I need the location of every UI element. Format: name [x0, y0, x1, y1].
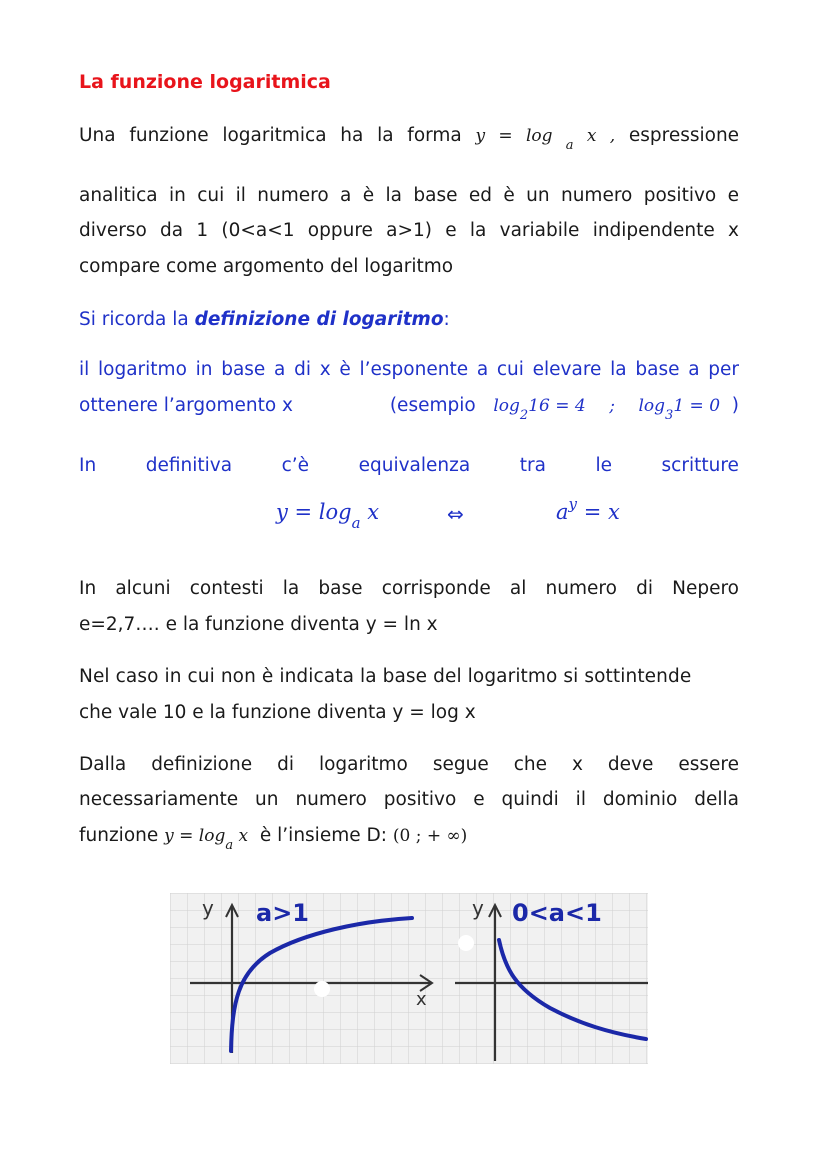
equivalence-arrow: ⇔: [447, 502, 464, 526]
graph-svg: [170, 893, 648, 1064]
nepero-line1: In alcuni contesti la base corrisponde al numero di Nepero: [79, 578, 739, 599]
intro-comma: ,: [609, 126, 616, 146]
domain-line3: funzione $y = \log_a x$ è l’insieme D: (0 ; + ∞): [79, 825, 468, 853]
para1-line1: analitica in cui il numero a è la base ed è un numero positivo e: [79, 185, 739, 206]
x-label: x: [416, 989, 427, 1010]
equivalence-right: $a^y = x$: [556, 495, 620, 524]
intro-formula: y = log $_a$ x: [475, 126, 597, 153]
nepero-line2: e=2,7…. e la funzione diventa y = ln x: [79, 614, 438, 635]
recall-colon: :: [443, 309, 450, 330]
para1-line3: compare come argomento del logaritmo: [79, 256, 454, 277]
domain-line2: necessariamente un numero positivo e quindi il dominio della: [79, 789, 739, 810]
word: le: [595, 455, 612, 476]
y-label-left: y: [202, 896, 214, 920]
word: scritture: [661, 455, 739, 476]
definitiva-line: [79, 455, 739, 476]
recall-bold: definizione di logaritmo: [194, 309, 444, 330]
definition-line2: [79, 388, 739, 425]
base10-line1: Nel caso in cui non è indicata la base del logaritmo si sottintende: [79, 666, 692, 687]
recall-text: Si ricorda la: [79, 309, 195, 330]
word: equivalenza: [358, 455, 471, 476]
label-a-greater-1: a>1: [256, 899, 310, 927]
word: definitiva: [145, 455, 233, 476]
word: tra: [519, 455, 546, 476]
intro-text: Una funzione logaritmica ha la forma: [79, 125, 462, 146]
definition-example: (esempio $\log_216 = 4$ ; $\log_31 = 0$ ): [389, 395, 739, 423]
equivalence-left: $y = \log_a x$: [276, 500, 380, 532]
marker-dot: [314, 981, 330, 997]
logarithm-graphs-figure: [170, 893, 648, 1064]
page-title: La funzione logaritmica: [79, 71, 331, 93]
recall-line: [79, 302, 739, 337]
label-a-less-1: 0<a<1: [512, 899, 602, 927]
domain-line1: Dalla definizione di logaritmo segue che x deve essere: [79, 754, 739, 775]
definition-text: ottenere l’argomento x: [79, 395, 294, 416]
definition-line1: il logaritmo in base a di x è l’esponente a cui elevare la base a per: [79, 359, 739, 380]
base10-line2: che vale 10 e la funzione diventa y = log x: [79, 702, 476, 723]
para1-line2: diverso da 1 (0<a<1 oppure a>1) e la variabile indipendente x: [79, 220, 739, 241]
y-label-right: y: [472, 896, 484, 920]
intro-after: espressione: [628, 125, 740, 146]
intro-line: [79, 118, 739, 155]
word: c’è: [281, 455, 310, 476]
word: In: [79, 455, 97, 476]
marker-dot: [458, 935, 474, 951]
